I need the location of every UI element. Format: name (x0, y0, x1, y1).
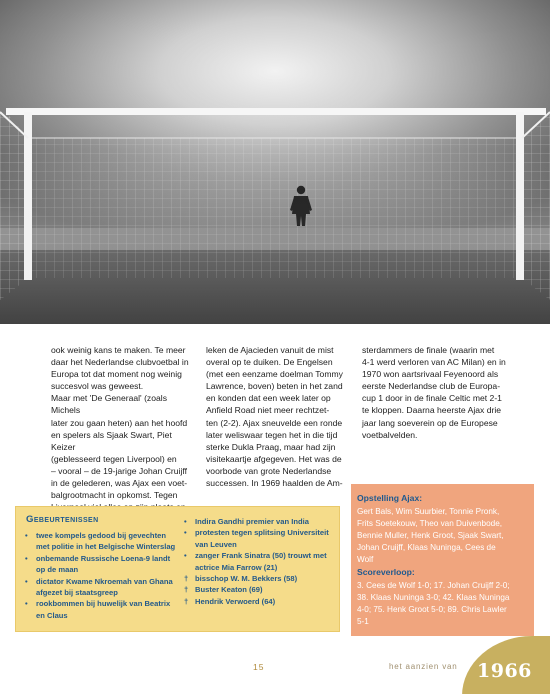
ajax-lineup-box (351, 484, 534, 636)
page-number: 15 (253, 662, 265, 672)
bullet-icon: • (25, 553, 28, 563)
article-column-1 (51, 344, 197, 513)
running-footer: het aanzien van (389, 662, 458, 671)
events-list-right (184, 516, 340, 607)
goal-photo (0, 0, 550, 324)
bullet-icon: • (25, 531, 28, 540)
list-item: † Buster Keaton (69) (184, 585, 263, 595)
list-item: • twee kompels gedood bij gevechten met politie in het Belgische Winterslag (25, 531, 176, 552)
lineup-text: Gert Bals, Wim Suurbier, Tonnie Pronk, Frits Soetekouw, Theo van Duivenbode, Bennie Muller, Henk Groot, Sjaak Swart, Johan Cruijff, Klaas Nuninga, Cees de Wolf (357, 507, 504, 565)
list-item: • zanger Frank Sinatra (50) trouwt met actrice Mia Farrow (21) (184, 551, 327, 572)
bullet-icon: • (25, 599, 28, 609)
article-text: sterdammers de finale (waarin met 4-1 werd verloren van AC Milan) en in 1970 won aartsrivaal Feyenoord als eerste Nederlandse club de Europa- cup 1 door in de finale Celtic met 2-1 te kloppen. Daarna heerste Ajax drie jaar lang soeverein op de Europese voetbalvelden. (362, 345, 506, 440)
year-label: 1966 (477, 660, 532, 682)
article-text: ook weinig kans te maken. Te meer daar het Nederlandse clubvoetbal in Europa tot dat moment nog weinig succesvol was geweest. Maar met 'De Generaal' (zoals Michels later zou gaan heten) aan het hoofd en spelers als Sjaak Swart, Piet Keizer (geblesseerd tegen Liverpool) en – vooral – de 19-jarige Johan Cruijff in de gelederen, was Ajax een voet- balgrootmacht in opkomst. Tegen (51, 345, 189, 501)
events-title: Gebeurtenissen (26, 514, 99, 525)
events-list-left (25, 530, 195, 621)
bullet-icon: • (25, 576, 28, 586)
cross-icon: † (184, 596, 189, 606)
list-item: • onbemande Russische Loena-9 landt op de maan (25, 553, 171, 575)
football-goal-fog-photo (0, 0, 550, 324)
events-box (15, 506, 340, 632)
article-column-2 (206, 344, 352, 489)
score-text: 3. Cees de Wolf 1-0; 17. Johan Cruijff 2-0; 38. Klaas Nuninga 3-0; 42. Klaas Nuninga 4-0; 75. Henk Groot 5-0; 89. Chris Lawler 5-1 (357, 581, 510, 627)
bullet-icon: • (184, 551, 187, 561)
article-column-3 (362, 344, 508, 441)
article-text: leken de Ajacieden vanuit de mist overal op te duiken. De Engelsen (met een eenzame doelman Tommy Lawrence, boven) beten in het zand en konden dat een week later op Anfield Road niet meer rechtzet- ten (2-2). Ajax sneuvelde een ronde later weliswaar tegen het in die tijd sterke Dukla Praag, maar had zijn visitekaartje afgegeven. Het was de voorbode van grote Nederlandse successen. In 1969 haalden de Am- (206, 345, 343, 489)
list-item: • protesten tegen splitsing Universiteit van Leuven (184, 528, 329, 549)
list-item: † Hendrik Verwoerd (64) (184, 596, 276, 606)
cross-icon: † (184, 574, 189, 584)
score-title: Scoreverloop: (357, 567, 415, 577)
list-item: † bisschop W. M. Bekkers (58) (184, 574, 298, 584)
list-item: • Indira Gandhi premier van India (184, 517, 309, 526)
bullet-icon: • (184, 517, 187, 526)
cross-icon: † (184, 585, 189, 595)
list-item: • dictator Kwame Nkroemah van Ghana afgezet bij staatsgreep (25, 576, 173, 598)
bullet-icon: • (184, 528, 187, 538)
lineup-title: Opstelling Ajax: (357, 493, 423, 503)
list-item: • rookbommen bij huwelijk van Beatrix en Claus (25, 599, 171, 620)
